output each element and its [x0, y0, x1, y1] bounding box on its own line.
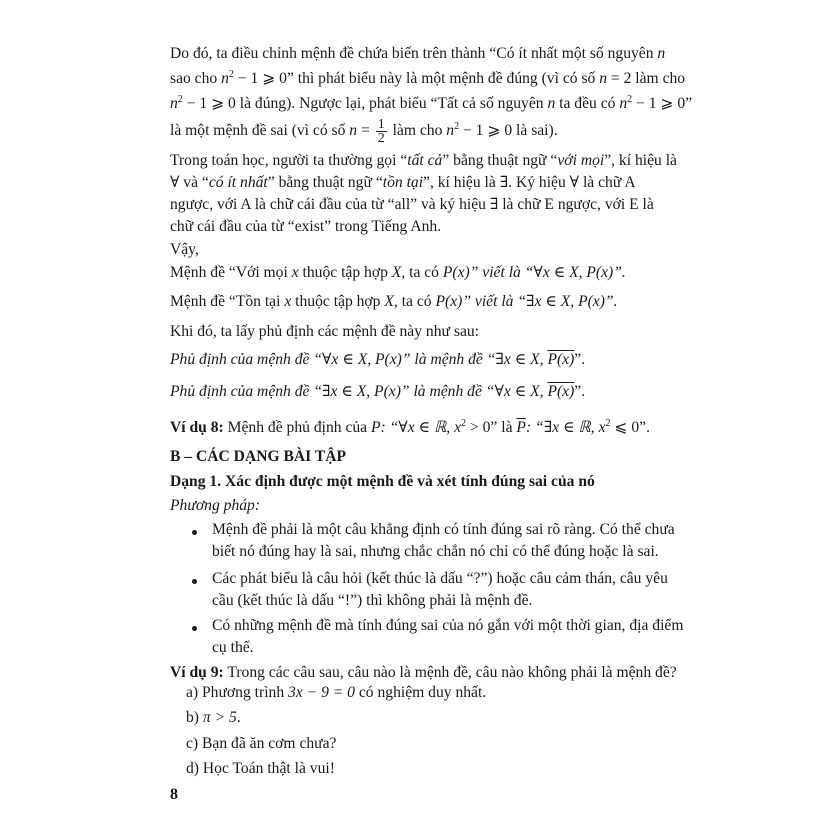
p2-line-3: ngược, với A là chữ cái đầu của từ “all” và ký hiệu ∃ là chữ E ngược, với E là — [170, 196, 654, 213]
bullet-dot — [192, 626, 197, 631]
item-b: b) π > 5. — [186, 709, 241, 726]
vi-du-8: Ví dụ 8: Mệnh đề phủ định của P: “∀x ∈ ℝ, $x^2 > 0$” là $\overline{P}$: “∃x ∈ ℝ, $x^2$ ⩽ 0”. — [170, 417, 650, 436]
vay-text: Vậy, — [170, 241, 199, 258]
bullet-2-line-1: Các phát biểu là câu hỏi (kết thúc là dấu “?”) hoặc câu cảm thán, câu yêu — [212, 570, 668, 587]
section-b-heading: B – CÁC DẠNG BÀI TẬP — [170, 448, 347, 465]
bullet-2-line-2: cầu (kết thúc là dấu “!”) thì không phải là mệnh đề. — [212, 592, 533, 609]
menh-de-exists: Mệnh đề “Tồn tại x thuộc tập hợp X, ta có P(x)” viết là “∃x ∈ X, P(x)”. — [170, 293, 618, 310]
bullet-dot — [192, 530, 197, 535]
bullet-1-line-2: biết nó đúng hay là sai, nhưng chắc chắn nó chỉ có thể đúng hoặc là sai. — [212, 543, 659, 560]
vi-du-9: Ví dụ 9: Trong các câu sau, câu nào là mệnh đề, câu nào không phải là mệnh đề? — [170, 664, 677, 681]
khi-do-text: Khi đó, ta lấy phủ định các mệnh đề này như sau: — [170, 323, 479, 340]
p2-line-4: chữ cái đầu của từ “exist” trong Tiếng Anh. — [170, 218, 442, 235]
page-number: 8 — [170, 786, 178, 803]
phuong-phap-label: Phương pháp: — [170, 497, 261, 514]
p2-line-2: ∀ và “có ít nhất” bằng thuật ngữ “tồn tại”, kí hiệu là ∃. Ký hiệu ∀ là chữ A — [170, 174, 636, 191]
p1-line-3: $n^2 - 1$ ⩾ 0 là đúng). Ngược lại, phát biểu “Tất cả số nguyên n ta đều có $n^2 - 1$ ⩾ 0” — [170, 93, 693, 112]
dang-1-heading: Dạng 1. Xác định được một mệnh đề và xét tính đúng sai của nó — [170, 473, 595, 490]
menh-de-forall: Mệnh đề “Với mọi x thuộc tập hợp X, ta có P(x)” viết là “∀x ∈ X, P(x)”. — [170, 264, 626, 281]
phu-dinh-1: Phủ định của mệnh đề “∀x ∈ X, P(x)” là mệnh đề “∃x ∈ X, P(x)”. — [170, 351, 586, 368]
p2-line-1: Trong toán học, người ta thường gọi “tất cả” bằng thuật ngữ “với mọi”, kí hiệu là — [170, 152, 677, 169]
item-d: d) Học Toán thật là vui! — [186, 760, 335, 777]
item-a: a) Phương trình 3x − 9 = 0 có nghiệm duy nhất. — [186, 684, 487, 701]
item-c: c) Bạn đã ăn cơm chưa? — [186, 735, 337, 752]
p1-line-1: Do đó, ta điều chỉnh mệnh đề chứa biến trên thành “Có ít nhất một số nguyên n — [170, 45, 666, 62]
bullet-3-line-2: cụ thể. — [212, 639, 254, 656]
phu-dinh-2: Phủ định của mệnh đề “∃x ∈ X, P(x)” là mệnh đề “∀x ∈ X, P(x)”. — [170, 383, 586, 400]
bullet-3-line-1: Có những mệnh đề mà tính đúng sai của nó gắn với một thời gian, địa điểm — [212, 617, 684, 634]
bullet-1-line-1: Mệnh đề phải là một câu khẳng định có tính đúng sai rõ ràng. Có thể chưa — [212, 521, 675, 538]
bullet-dot — [192, 579, 197, 584]
p1-line-4: là một mệnh đề sai (vì có số n = $\frac{1}{2}$ làm cho $n^2 - 1$ ⩾ 0 là sai). — [170, 116, 558, 146]
fraction-one-half: $\frac{1}{2}$ — [377, 116, 385, 146]
p1-line-2: sao cho $n^2 - 1$ ⩾ 0” thì phát biểu này là một mệnh đề đúng (vì có số n = 2 làm cho — [170, 68, 686, 87]
